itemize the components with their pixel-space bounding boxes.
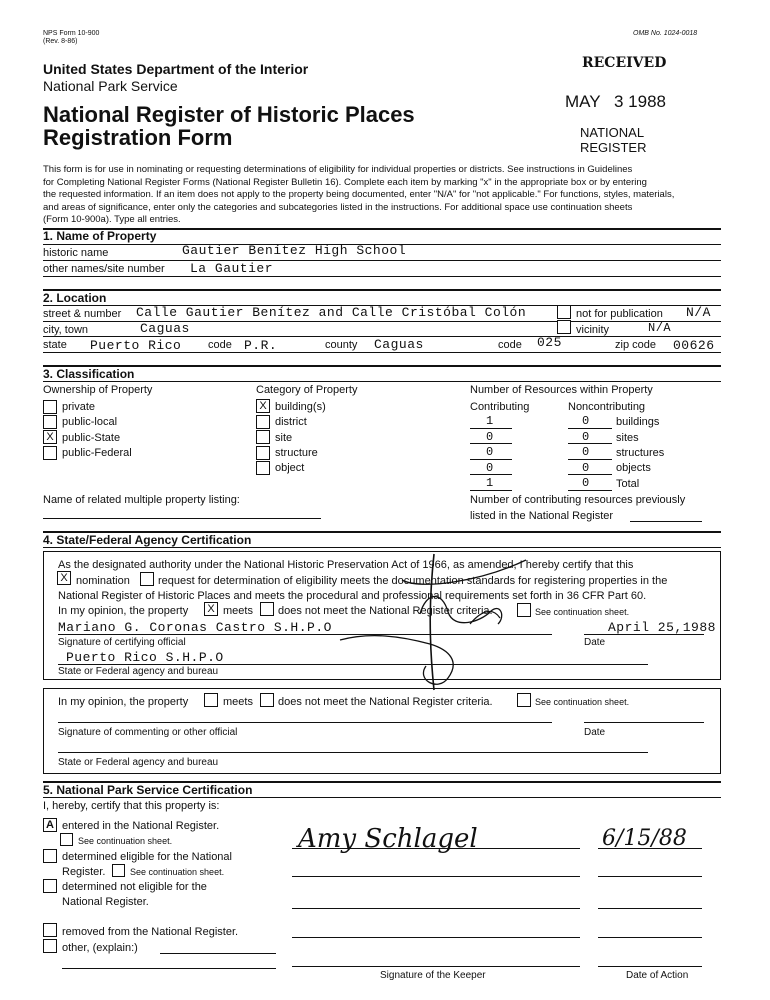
state-code-label: code xyxy=(208,339,232,351)
stamp-date: 3 1988 xyxy=(614,92,666,111)
category-object-label: object xyxy=(275,462,305,474)
zip-label: zip code xyxy=(615,339,656,351)
cert-paragraph-1: As the designated authority under the National Historic Preservation Act of 1966, as amended, I hereby certify that this xyxy=(58,559,634,571)
noncontrib-structures: 0 xyxy=(582,445,590,459)
certify-date-value: April 25,1988 xyxy=(608,620,716,635)
meets-checkbox[interactable]: X xyxy=(204,602,218,616)
contrib-sites: 0 xyxy=(486,430,494,444)
form-number: NPS Form 10-900 xyxy=(43,30,100,37)
street-value: Calle Gautier Benítez and Calle Cristóbal Colón xyxy=(136,305,527,320)
multiple-property-label: Name of related multiple property listing: xyxy=(43,494,240,506)
other-explain-field[interactable] xyxy=(160,953,276,954)
b-opinion-label: In my opinion, the property xyxy=(58,696,189,708)
page-title: National Register of Historic Places xyxy=(43,102,415,127)
ownership-private-label: private xyxy=(62,401,96,413)
contrib-total: 1 xyxy=(486,476,494,490)
certifying-agency-label: State or Federal agency and bureau xyxy=(58,666,219,677)
previously-listed-field[interactable] xyxy=(630,521,702,522)
ownership-public-state-checkbox[interactable]: X xyxy=(43,430,57,444)
continuation-label-a: See continuation sheet. xyxy=(535,607,630,617)
state-code-value: P.R. xyxy=(244,338,278,353)
category-structure-label: structure xyxy=(275,447,318,459)
section-4-heading: 4. State/Federal Agency Certification xyxy=(43,533,252,547)
certifying-signature xyxy=(330,552,560,692)
category-building-label: building(s) xyxy=(275,401,326,413)
category-district-label: district xyxy=(275,416,307,428)
county-code-value: 025 xyxy=(537,335,562,350)
contrib-buildings: 1 xyxy=(486,414,494,428)
not-eligible-checkbox[interactable] xyxy=(43,879,57,893)
vicinity-checkbox[interactable] xyxy=(557,320,571,334)
continuation-checkbox-b[interactable] xyxy=(517,693,531,707)
continuation-label-c: See continuation sheet. xyxy=(78,836,173,846)
res-sites-label: sites xyxy=(616,432,639,444)
stamp-national: NATIONAL xyxy=(580,125,645,140)
cert-paragraph-2: request for determination of eligibility meets the documentation standards for registering properties in the xyxy=(158,575,668,587)
resources-title: Number of Resources within Property xyxy=(470,384,653,396)
stamp-register: REGISTER xyxy=(580,140,647,155)
determination-checkbox[interactable] xyxy=(140,572,154,586)
opinion-label: In my opinion, the property xyxy=(58,605,189,617)
continuation-checkbox-c[interactable] xyxy=(60,833,73,846)
certifying-agency-value: Puerto Rico S.H.P.O xyxy=(66,650,224,665)
ownership-title: Ownership of Property xyxy=(43,384,153,396)
county-value: Caguas xyxy=(374,337,424,352)
category-building-checkbox[interactable]: X xyxy=(256,399,270,413)
county-label: county xyxy=(325,339,358,351)
b-meets-label: meets xyxy=(223,696,253,708)
commenting-date-label: Date xyxy=(584,727,606,738)
other-explain-field-2[interactable] xyxy=(62,968,276,969)
ownership-public-state-label: public-State xyxy=(62,432,121,444)
certifying-official-value: Mariano G. Coronas Castro S.H.P.O xyxy=(58,620,332,635)
removed-label: removed from the National Register. xyxy=(62,926,239,938)
category-site-checkbox[interactable] xyxy=(256,430,270,444)
noncontributing-label: Noncontributing xyxy=(568,401,646,413)
previously-listed-label-2: listed in the National Register xyxy=(470,510,614,522)
other-label: other, (explain:) xyxy=(62,942,138,954)
noncontrib-objects: 0 xyxy=(582,461,590,475)
department-name: United States Department of the Interior xyxy=(43,61,309,77)
state-label: state xyxy=(43,339,67,351)
continuation-checkbox-d[interactable] xyxy=(112,864,125,877)
noncontrib-total: 0 xyxy=(582,476,590,490)
other-checkbox[interactable] xyxy=(43,939,57,953)
section-3-heading: 3. Classification xyxy=(43,367,135,381)
page-subtitle: Registration Form xyxy=(43,125,233,150)
ownership-private-checkbox[interactable] xyxy=(43,400,57,414)
other-names-value: La Gautier xyxy=(190,261,274,276)
continuation-label-d: See continuation sheet. xyxy=(130,867,225,877)
city-label: city, town xyxy=(43,324,89,336)
noncontrib-buildings: 0 xyxy=(582,414,590,428)
nomination-label: nomination xyxy=(76,575,130,587)
section-2-heading: 2. Location xyxy=(43,291,107,305)
state-value: Puerto Rico xyxy=(90,338,182,353)
not-eligible-label-1: determined not eligible for the xyxy=(62,881,207,893)
omb-number: OMB No. 1024-0018 xyxy=(633,30,698,37)
meets-label: meets xyxy=(223,605,253,617)
nps-intro: I, hereby, certify that this property is: xyxy=(43,800,220,812)
form-revision: (Rev. 8-86) xyxy=(43,38,78,45)
street-label: street & number xyxy=(43,308,122,320)
action-date-label: Date of Action xyxy=(626,970,689,981)
entered-checkbox[interactable]: A xyxy=(43,818,57,832)
zip-value: 00626 xyxy=(673,338,715,353)
keeper-signature: Amy Schlagel xyxy=(298,824,478,854)
ownership-public-local-checkbox[interactable] xyxy=(43,415,57,429)
historic-name-label: historic name xyxy=(43,247,109,259)
eligible-label-2: Register. xyxy=(62,866,106,878)
commenting-agency-label: State or Federal agency and bureau xyxy=(58,757,219,768)
other-names-label: other names/site number xyxy=(43,263,165,275)
res-buildings-label: buildings xyxy=(616,416,660,428)
category-object-checkbox[interactable] xyxy=(256,461,270,475)
res-structures-label: structures xyxy=(616,447,665,459)
contrib-structures: 0 xyxy=(486,445,494,459)
res-objects-label: objects xyxy=(616,462,651,474)
certifying-official-label: Signature of certifying official xyxy=(58,637,186,648)
eligible-label-1: determined eligible for the National xyxy=(62,851,232,863)
not-eligible-label-2: National Register. xyxy=(62,896,149,908)
res-total-label: Total xyxy=(616,478,640,490)
multiple-property-field[interactable] xyxy=(43,518,321,519)
category-district-checkbox[interactable] xyxy=(256,415,270,429)
entered-label: entered in the National Register. xyxy=(62,820,220,832)
not-for-publication-checkbox[interactable] xyxy=(557,305,571,319)
b-does-not-meet-label: does not meet the National Register criteria. xyxy=(278,696,493,708)
section-1-heading: 1. Name of Property xyxy=(43,229,157,243)
service-name: National Park Service xyxy=(43,78,178,94)
city-value: Caguas xyxy=(140,321,190,336)
vicinity-label: vicinity xyxy=(576,324,610,336)
ownership-public-federal-label: public-Federal xyxy=(62,447,132,459)
removed-checkbox[interactable] xyxy=(43,923,57,937)
ownership-public-federal-checkbox[interactable] xyxy=(43,446,57,460)
section-5-heading: 5. National Park Service Certification xyxy=(43,783,253,797)
previously-listed-label-1: Number of contributing resources previously xyxy=(470,494,686,506)
eligible-checkbox[interactable] xyxy=(43,849,57,863)
historic-name-value: Gautier Benítez High School xyxy=(182,243,407,258)
commenting-official-label: Signature of commenting or other official xyxy=(58,727,238,738)
county-code-label: code xyxy=(498,339,522,351)
contrib-objects: 0 xyxy=(486,461,494,475)
action-date-value: 6/15/88 xyxy=(602,826,687,851)
category-structure-checkbox[interactable] xyxy=(256,446,270,460)
does-not-meet-checkbox[interactable] xyxy=(260,602,274,616)
cert-paragraph-3: National Register of Historic Places and meets the procedural and professional requirements set forth in 36 CFR Part 60. xyxy=(58,590,647,602)
certify-date-label: Date xyxy=(584,637,606,648)
vicinity-value: N/A xyxy=(648,321,672,335)
b-meets-checkbox[interactable] xyxy=(204,693,218,707)
nomination-checkbox[interactable]: X xyxy=(57,571,71,585)
b-does-not-meet-checkbox[interactable] xyxy=(260,693,274,707)
stamp-month: MAY xyxy=(565,92,601,111)
received-stamp: RECEIVED xyxy=(582,55,667,71)
does-not-meet-label: does not meet the National Register criteria. xyxy=(278,605,493,617)
continuation-label-b: See continuation sheet. xyxy=(535,697,630,707)
noncontrib-sites: 0 xyxy=(582,430,590,444)
category-site-label: site xyxy=(275,432,293,444)
contributing-label: Contributing xyxy=(470,401,530,413)
intro-text: This form is for use in nominating or requesting determinations of eligibility for individual properties or districts. See instructions in Guidelines for Completing National Register Forms (National Register Bulletin 16). Complete each item by marking "x" in the appropriate box or by entering the requested information. If an item does not apply to the property being documented, enter "N/A" for "not applicable." For functions, styles, materials, and areas of significance, enter only the categories and subcategories listed in the instructions. For additional space use continuation sheets (Form 10-900a). Type all entries. xyxy=(43,164,675,225)
not-for-publication-value: N/A xyxy=(686,305,711,320)
not-for-publication-label: not for publication xyxy=(576,308,663,320)
category-title: Category of Property xyxy=(256,384,358,396)
ownership-public-local-label: public-local xyxy=(62,416,118,428)
keeper-signature-label: Signature of the Keeper xyxy=(380,970,486,981)
